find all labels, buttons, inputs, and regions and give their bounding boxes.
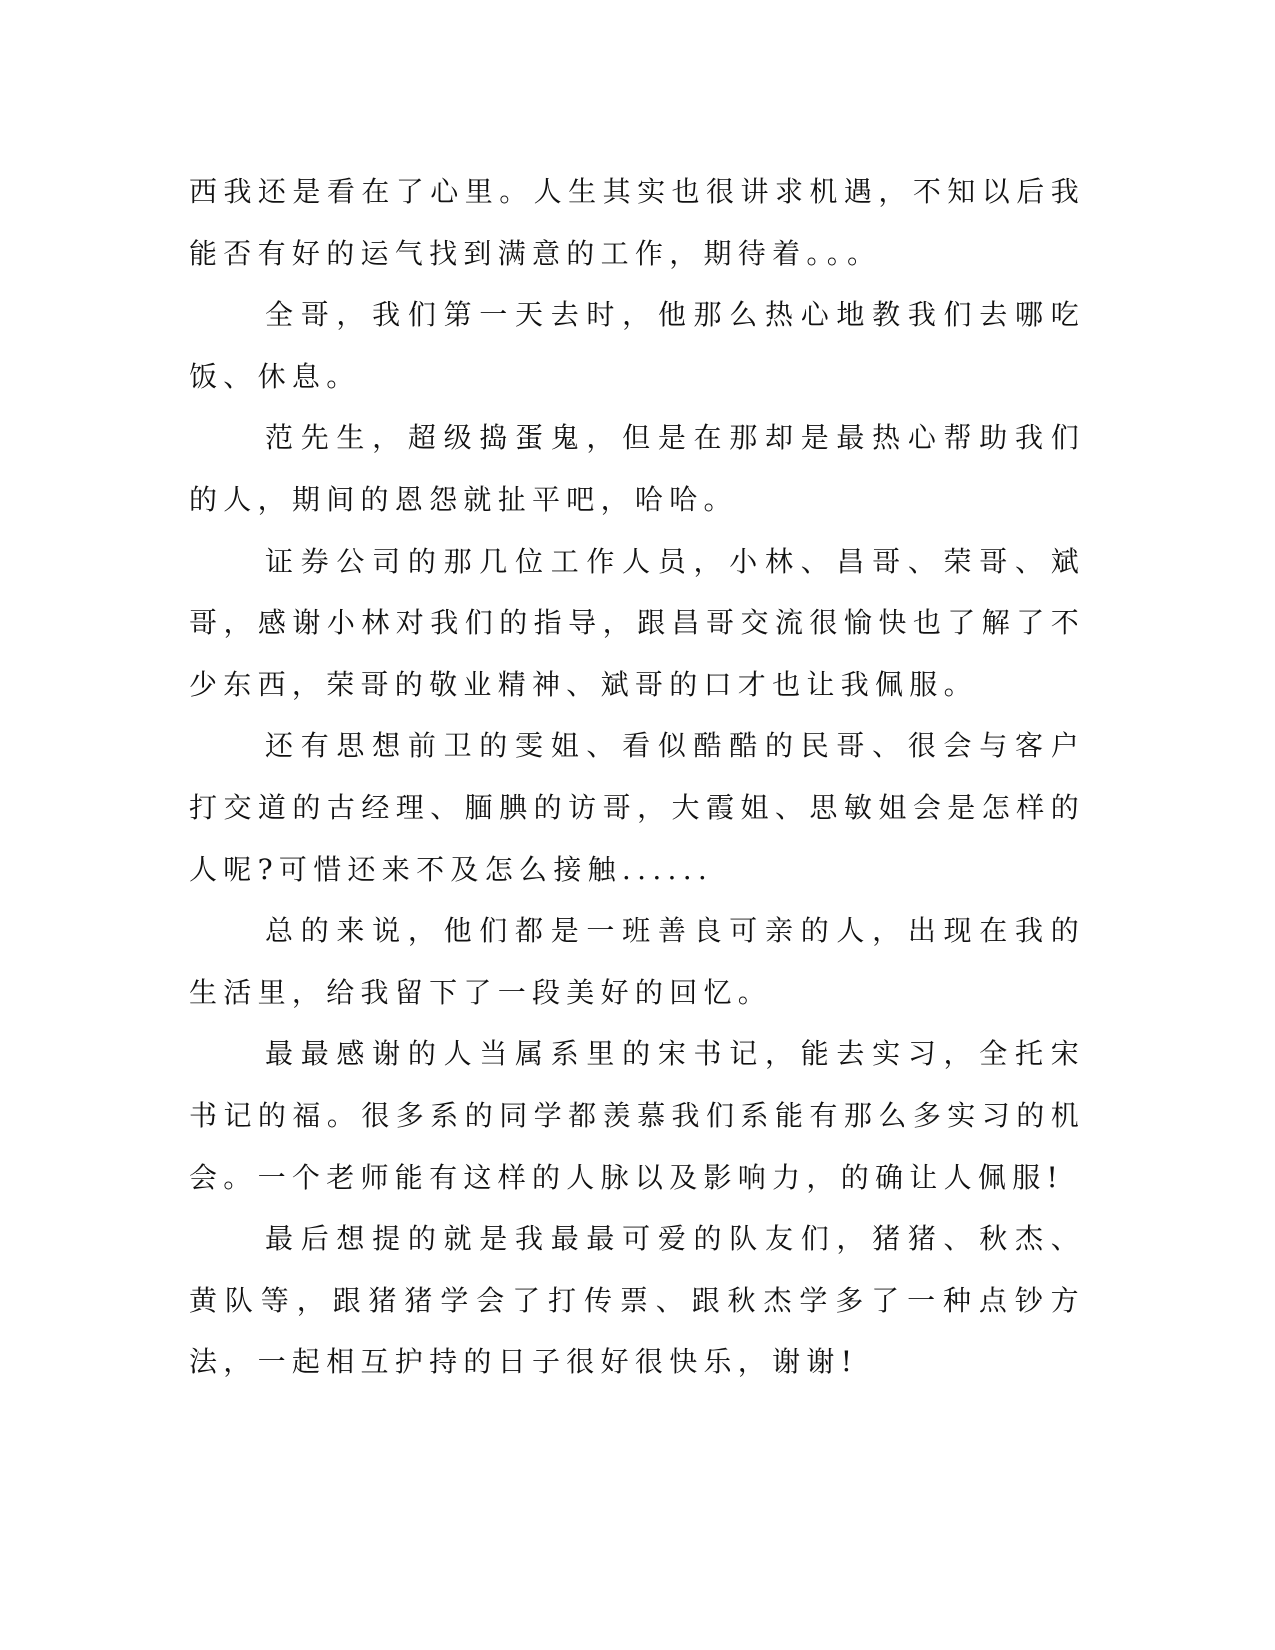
paragraph-fan-xiansheng: 范先生，超级捣蛋鬼，但是在那却是最热心帮助我们的人，期间的恩怨就扯平吧，哈哈。 — [189, 421, 1085, 516]
paragraph-securities-staff: 证券公司的那几位工作人员，小林、昌哥、荣哥、斌哥，感谢小林对我们的指导，跟昌哥交流很愉快也了解了不少东西，荣哥的敬业精神、斌哥的口才也让我佩服。 — [189, 544, 1085, 701]
paragraph-secretary-song: 最最感谢的人当属系里的宋书记，能去实习，全托宋书记的福。很多系的同学都羡慕我们系能有那么多实习的机会。一个老师能有这样的人脉以及影响力，的确让人佩服! — [189, 1037, 1085, 1194]
paragraph-teammates: 最后想提的就是我最最可爱的队友们，猪猪、秋杰、黄队等，跟猪猪学会了打传票、跟秋杰学多了一种点钞方法，一起相互护持的日子很好很快乐，谢谢! — [189, 1222, 1085, 1379]
body-text — [189, 161, 1085, 1393]
paragraph-quan-ge: 全哥，我们第一天去时，他那么热心地教我们去哪吃饭、休息。 — [189, 298, 1085, 393]
paragraph-summary: 总的来说，他们都是一班善良可亲的人，出现在我的生活里，给我留下了一段美好的回忆。 — [189, 914, 1085, 1009]
paragraph-continuation: 西我还是看在了心里。人生其实也很讲求机遇，不知以后我能否有好的运气找到满意的工作，期待着。。。 — [189, 175, 1085, 270]
paragraph-other-colleagues: 还有思想前卫的雯姐、看似酷酷的民哥、很会与客户打交道的古经理、腼腆的访哥，大霞姐、思敏姐会是怎样的人呢?可惜还来不及怎么接触...... — [189, 729, 1085, 886]
